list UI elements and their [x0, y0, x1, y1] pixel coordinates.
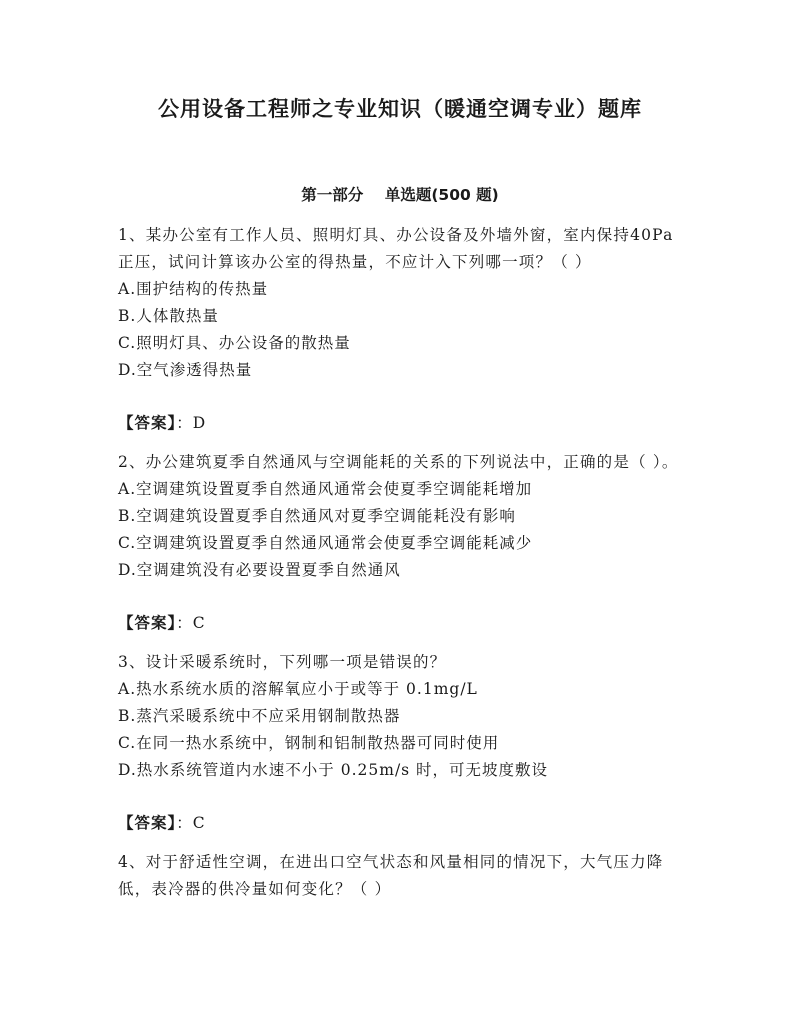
- option-c: C.空调建筑设置夏季自然通风通常会使夏季空调能耗减少: [118, 534, 533, 552]
- question-2: [118, 449, 688, 649]
- question-stem: 3、设计采暖系统时，下列哪一项是错误的？: [118, 653, 447, 671]
- option-a: A.热水系统水质的溶解氧应小于或等于 0.1mg/L: [118, 680, 478, 698]
- section-heading: 第一部分 单选题(500 题): [301, 186, 499, 204]
- question-list: [118, 222, 688, 903]
- document-title: 公用设备工程师之专业知识（暖通空调专业）题库: [158, 97, 642, 121]
- answer-line: [118, 810, 688, 837]
- answer-value: ：C: [176, 814, 206, 832]
- question-stem: 1、某办公室有工作人员、照明灯具、办公设备及外墙外窗，室内保持40Pa 正压，试问计算该办公室的得热量，不应计入下列哪一项？（ ）: [118, 226, 674, 271]
- answer-line: [118, 410, 688, 437]
- question-1: [118, 222, 688, 449]
- question-4: [118, 849, 688, 903]
- option-b: B.空调建筑设置夏季自然通风对夏季空调能耗没有影响: [118, 507, 516, 525]
- answer-line: [118, 610, 688, 637]
- option-a: A.围护结构的传热量: [118, 280, 269, 298]
- question-3: [118, 649, 688, 849]
- option-b: B.人体散热量: [118, 307, 219, 325]
- option-a: A.空调建筑设置夏季自然通风通常会使夏季空调能耗增加: [118, 480, 533, 498]
- answer-label: 【答案】: [118, 814, 177, 832]
- option-b: B.蒸汽采暖系统中不应采用钢制散热器: [118, 707, 401, 725]
- option-d: D.空气渗透得热量: [118, 361, 253, 379]
- question-stem: 4、对于舒适性空调，在进出口空气状态和风量相同的情况下，大气压力降低，表冷器的供冷量如何变化？（ ）: [118, 853, 664, 898]
- option-d: D.空调建筑没有必要设置夏季自然通风: [118, 561, 401, 579]
- option-c: C.照明灯具、办公设备的散热量: [118, 334, 351, 352]
- answer-value: ：D: [176, 414, 207, 432]
- option-c: C.在同一热水系统中，钢制和铝制散热器可同时使用: [118, 734, 500, 752]
- answer-value: ：C: [176, 614, 206, 632]
- option-d: D.热水系统管道内水速不小于 0.25m/s 时，可无坡度敷设: [118, 761, 549, 779]
- answer-label: 【答案】: [118, 614, 177, 632]
- answer-label: 【答案】: [118, 414, 177, 432]
- question-stem: 2、办公建筑夏季自然通风与空调能耗的关系的下列说法中，正确的是（ ）。: [118, 453, 679, 471]
